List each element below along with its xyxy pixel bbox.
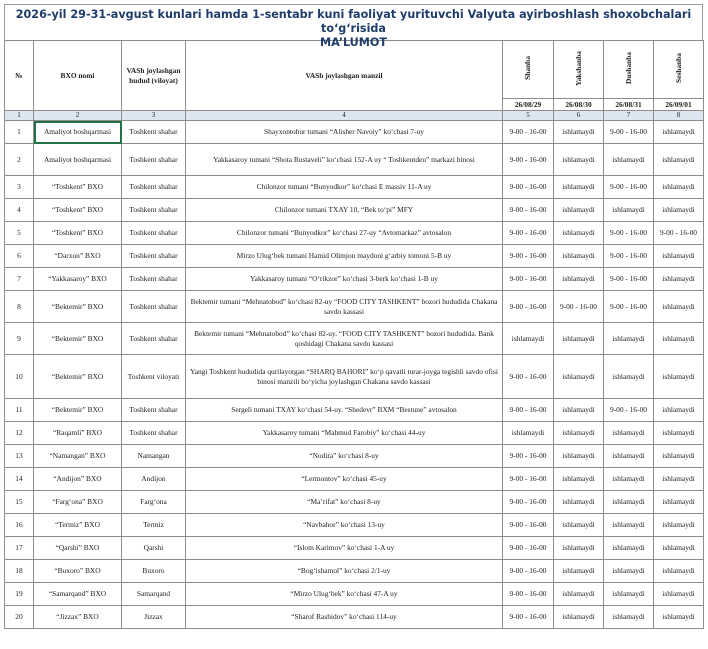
sunday-hours-cell[interactable]: ishlamaydi [554,468,604,491]
table-row [5,422,704,445]
row-number[interactable]: 20 [5,606,34,629]
region-cell[interactable]: Toshkent shahar [122,291,186,323]
address-cell[interactable]: Yangi Toshkent hududida qurilayotgan “SHARQ BAHORI” ko‘p qavatli turar-joyga tegishli savdo ofisi binosi manzili bo‘yicha joylashgan Chakana savdo kassasi [186,355,503,399]
region-cell[interactable]: Toshkent shahar [122,176,186,199]
monday-hours-cell[interactable]: ishlamaydi [604,468,654,491]
table-row [5,144,704,176]
tuesday-hours-cell[interactable]: ishlamaydi [654,422,704,445]
saturday-hours-cell[interactable]: ishlamaydi [503,323,554,355]
saturday-hours-cell[interactable]: 9-00 - 16-00 [503,583,554,606]
sunday-hours-cell[interactable]: ishlamaydi [554,268,604,291]
sunday-hours-cell[interactable]: ishlamaydi [554,199,604,222]
monday-hours-cell[interactable]: ishlamaydi [604,537,654,560]
table-row [5,445,704,468]
saturday-hours-cell[interactable]: 9-00 - 16-00 [503,144,554,176]
monday-hours-cell[interactable]: ishlamaydi [604,445,654,468]
address-cell[interactable]: “Nodira” ko‘chasi 8-uy [186,445,503,468]
sunday-hours-cell[interactable]: ishlamaydi [554,537,604,560]
region-cell[interactable]: Andijon [122,468,186,491]
table-row [5,222,704,245]
spreadsheet-sheet [4,4,703,629]
row-number[interactable]: 7 [5,268,34,291]
table-row [5,514,704,537]
sunday-hours-cell[interactable]: ishlamaydi [554,121,604,144]
monday-hours-cell[interactable]: 9-00 - 16-00 [604,291,654,323]
sunday-hours-cell[interactable]: ishlamaydi [554,514,604,537]
address-cell[interactable]: Bektemir tumani “Mehnatobod” ko‘chasi 82-uy “FOOD CITY TASHKENT” bozori hududida Chakana savdo kassasi [186,291,503,323]
table-row [5,560,704,583]
address-cell[interactable]: Bektemir tumani “Mehnatobod” ko‘chasi 82-uy. “FOOD CITY TASHKENT” bozori hududida. Bank qoshidagi Chakana savdo kassasi [186,323,503,355]
row-number[interactable]: 12 [5,422,34,445]
header-date-1: 26/08/29 [503,99,554,111]
monday-hours-cell[interactable]: 9-00 - 16-00 [604,222,654,245]
table-row [5,468,704,491]
saturday-hours-cell[interactable]: 9-00 - 16-00 [503,537,554,560]
monday-hours-cell[interactable]: 9-00 - 16-00 [604,245,654,268]
tuesday-hours-cell[interactable]: ishlamaydi [654,245,704,268]
column-number: 1 [5,111,34,121]
saturday-hours-cell[interactable]: 9-00 - 16-00 [503,199,554,222]
sunday-hours-cell[interactable]: ishlamaydi [554,445,604,468]
monday-hours-cell[interactable]: ishlamaydi [604,583,654,606]
bxo-name-cell[interactable]: “Darxon” BXO [34,245,122,268]
sunday-hours-cell[interactable]: ishlamaydi [554,491,604,514]
exchange-points-table [4,40,704,629]
bxo-name-cell[interactable]: “Raqamli” BXO [34,422,122,445]
tuesday-hours-cell[interactable]: ishlamaydi [654,268,704,291]
bxo-name-cell[interactable]: “Namangan” BXO [34,445,122,468]
table-row [5,176,704,199]
address-cell[interactable]: “Bog‘ishamol” ko‘chasi 2/1-uy [186,560,503,583]
address-cell[interactable]: Chilonzor tumani “Bunyodkor” ko‘chasi 27-uy “Avtomarkaz” avtosalon [186,222,503,245]
row-number[interactable]: 3 [5,176,34,199]
table-row [5,199,704,222]
tuesday-hours-cell[interactable]: ishlamaydi [654,445,704,468]
region-cell[interactable]: Toshkent shahar [122,323,186,355]
saturday-hours-cell[interactable]: 9-00 - 16-00 [503,268,554,291]
address-cell[interactable]: “Islom Karimov” ko‘chasi 1-A uy [186,537,503,560]
region-cell[interactable]: Qarshi [122,537,186,560]
document-title [4,4,703,49]
monday-hours-cell[interactable]: ishlamaydi [604,606,654,629]
header-day-4: Seshanba [654,41,704,99]
region-cell[interactable]: Toshkent shahar [122,222,186,245]
tuesday-hours-cell[interactable]: ishlamaydi [654,199,704,222]
table-row [5,491,704,514]
monday-hours-cell[interactable]: ishlamaydi [604,323,654,355]
sunday-hours-cell[interactable]: 9-00 - 16-00 [554,291,604,323]
row-number[interactable]: 8 [5,291,34,323]
region-cell[interactable]: Toshkent shahar [122,199,186,222]
tuesday-hours-cell[interactable]: ishlamaydi [654,323,704,355]
region-cell[interactable]: Toshkent shahar [122,245,186,268]
bxo-name-cell[interactable]: “Toshkent” BXO [34,199,122,222]
column-number-row [5,111,704,121]
row-number[interactable]: 2 [5,144,34,176]
row-number[interactable]: 19 [5,583,34,606]
column-number: 6 [554,111,604,121]
monday-hours-cell[interactable]: ishlamaydi [604,491,654,514]
row-number[interactable]: 5 [5,222,34,245]
bxo-name-cell[interactable]: “Toshkent” BXO [34,222,122,245]
monday-hours-cell[interactable]: 9-00 - 16-00 [604,176,654,199]
column-number: 2 [34,111,122,121]
bxo-name-cell[interactable]: “Farg‘ona” BXO [34,491,122,514]
monday-hours-cell[interactable]: 9-00 - 16-00 [604,268,654,291]
region-cell[interactable]: Toshkent shahar [122,268,186,291]
tuesday-hours-cell[interactable]: ishlamaydi [654,606,704,629]
monday-hours-cell[interactable]: ishlamaydi [604,144,654,176]
address-cell[interactable]: Mirzo Ulug‘bek tumani Hamid Olimjon maydoni g‘arbiy tomoni 5-B uy [186,245,503,268]
region-cell[interactable]: Buxoro [122,560,186,583]
sunday-hours-cell[interactable]: ishlamaydi [554,355,604,399]
sunday-hours-cell[interactable]: ishlamaydi [554,323,604,355]
bxo-name-cell[interactable]: “Bektemir” BXO [34,399,122,422]
bxo-name-cell[interactable]: “Jizzax” BXO [34,606,122,629]
saturday-hours-cell[interactable]: 9-00 - 16-00 [503,445,554,468]
region-cell[interactable]: Toshkent shahar [122,121,186,144]
saturday-hours-cell[interactable]: 9-00 - 16-00 [503,560,554,583]
row-number[interactable]: 17 [5,537,34,560]
saturday-hours-cell[interactable]: 9-00 - 16-00 [503,468,554,491]
bxo-name-cell[interactable]: “Qarshi” BXO [34,537,122,560]
region-cell[interactable]: Samarqand [122,583,186,606]
address-cell[interactable]: “Lermontov” ko‘chasi 45-uy [186,468,503,491]
sunday-hours-cell[interactable]: ishlamaydi [554,560,604,583]
address-cell[interactable]: “Navbahor” ko‘chasi 13-uy [186,514,503,537]
region-cell[interactable]: Toshkent shahar [122,422,186,445]
region-cell[interactable]: Farg‘ona [122,491,186,514]
row-number[interactable]: 9 [5,323,34,355]
address-cell[interactable]: Chilonzor tumani TXAY 10, “Bek to‘pi” MFY [186,199,503,222]
region-cell[interactable]: Namangan [122,445,186,468]
address-cell[interactable]: Shayxontohur tumani “Alisher Navoiy” ko‘chasi 7-uy [186,121,503,144]
row-number[interactable]: 18 [5,560,34,583]
column-number: 5 [503,111,554,121]
saturday-hours-cell[interactable]: 9-00 - 16-00 [503,176,554,199]
row-number[interactable]: 1 [5,121,34,144]
saturday-hours-cell[interactable]: 9-00 - 16-00 [503,291,554,323]
saturday-hours-cell[interactable]: 9-00 - 16-00 [503,606,554,629]
saturday-hours-cell[interactable]: 9-00 - 16-00 [503,245,554,268]
sunday-hours-cell[interactable]: ishlamaydi [554,399,604,422]
row-number[interactable]: 14 [5,468,34,491]
tuesday-hours-cell[interactable]: ishlamaydi [654,121,704,144]
monday-hours-cell[interactable]: ishlamaydi [604,199,654,222]
bxo-name-cell[interactable]: “Toshkent” BXO [34,176,122,199]
sunday-hours-cell[interactable]: ishlamaydi [554,245,604,268]
tuesday-hours-cell[interactable]: ishlamaydi [654,514,704,537]
title-line-2: MA’LUMOT [319,36,388,49]
column-number: 8 [654,111,704,121]
monday-hours-cell[interactable]: ishlamaydi [604,560,654,583]
row-number[interactable]: 11 [5,399,34,422]
saturday-hours-cell[interactable]: 9-00 - 16-00 [503,222,554,245]
tuesday-hours-cell[interactable]: ishlamaydi [654,560,704,583]
address-cell[interactable]: Yakkasaroy tumani “Shota Rustaveli” ko‘chasi 152-A uy “ Toshkentdeu” markazi binosi [186,144,503,176]
row-number[interactable]: 10 [5,355,34,399]
table-row [5,245,704,268]
bxo-name-cell[interactable]: “Samarqand” BXO [34,583,122,606]
table-row [5,606,704,629]
column-number: 4 [186,111,503,121]
monday-hours-cell[interactable]: 9-00 - 16-00 [604,399,654,422]
table-row [5,291,704,323]
header-date-4: 26/09/01 [654,99,704,111]
bxo-name-cell[interactable]: Amaliyot boshqarmasi [34,144,122,176]
sunday-hours-cell[interactable]: ishlamaydi [554,583,604,606]
address-cell[interactable]: Yakkasaroy tumani “O‘rikzor” ko‘chasi 3-berk ko‘chasi 1-B uy [186,268,503,291]
address-cell[interactable]: “Mirzo Ulug‘bek” ko‘chasi 47-A uy [186,583,503,606]
sunday-hours-cell[interactable]: ishlamaydi [554,606,604,629]
saturday-hours-cell[interactable]: 9-00 - 16-00 [503,491,554,514]
region-cell[interactable]: Toshkent viloyati [122,355,186,399]
row-number[interactable]: 13 [5,445,34,468]
saturday-hours-cell[interactable]: ishlamaydi [503,422,554,445]
bxo-name-cell[interactable]: “Yakkasaroy” BXO [34,268,122,291]
title-line-1: 2026-yil 29-31-avgust kunlari hamda 1-sentabr kuni faoliyat yurituvchi Valyuta ayirboshlash shoxobchalari to‘g‘risida [15,8,692,35]
region-cell[interactable]: Termiz [122,514,186,537]
table-body [5,121,704,629]
sunday-hours-cell[interactable]: ishlamaydi [554,176,604,199]
column-number: 7 [604,111,654,121]
tuesday-hours-cell[interactable]: ishlamaydi [654,583,704,606]
table-row [5,583,704,606]
header-day-2: Yakshanba [554,41,604,99]
sunday-hours-cell[interactable]: ishlamaydi [554,422,604,445]
monday-hours-cell[interactable]: ishlamaydi [604,514,654,537]
tuesday-hours-cell[interactable]: ishlamaydi [654,468,704,491]
region-cell[interactable]: Toshkent shahar [122,144,186,176]
monday-hours-cell[interactable]: 9-00 - 16-00 [604,121,654,144]
monday-hours-cell[interactable]: ishlamaydi [604,355,654,399]
saturday-hours-cell[interactable]: 9-00 - 16-00 [503,399,554,422]
table-row [5,121,704,144]
row-number[interactable]: 6 [5,245,34,268]
bxo-name-cell[interactable]: Amaliyot boshqarmasi [34,121,122,144]
address-cell[interactable]: “Sharof Rashidov” ko‘chasi 114-uy [186,606,503,629]
column-number: 3 [122,111,186,121]
address-cell[interactable]: Sergeli tumani TXAY ko‘chasi 54-uy. “Shedevr” BXM “Bestune” avtosalon [186,399,503,422]
tuesday-hours-cell[interactable]: ishlamaydi [654,144,704,176]
table-row [5,537,704,560]
tuesday-hours-cell[interactable]: ishlamaydi [654,537,704,560]
row-number[interactable]: 4 [5,199,34,222]
header-day-3: Dushanba [604,41,654,99]
table-row [5,355,704,399]
bxo-name-cell[interactable]: “Bektemir” BXO [34,355,122,399]
header-address: VASh joylashgan manzil [186,41,503,111]
tuesday-hours-cell[interactable]: ishlamaydi [654,355,704,399]
header-number: № [5,41,34,111]
header-bxo-name: BXO nomi [34,41,122,111]
row-number[interactable]: 16 [5,514,34,537]
monday-hours-cell[interactable]: ishlamaydi [604,422,654,445]
bxo-name-cell[interactable]: “Andijon” BXO [34,468,122,491]
bxo-name-cell[interactable]: “Buxoro” BXO [34,560,122,583]
saturday-hours-cell[interactable]: 9-00 - 16-00 [503,514,554,537]
tuesday-hours-cell[interactable]: ishlamaydi [654,399,704,422]
bxo-name-cell[interactable]: “Bektemir” BXO [34,323,122,355]
sunday-hours-cell[interactable]: ishlamaydi [554,144,604,176]
table-row [5,399,704,422]
sunday-hours-cell[interactable]: ishlamaydi [554,222,604,245]
table-row [5,268,704,291]
header-date-3: 26/08/31 [604,99,654,111]
tuesday-hours-cell[interactable]: ishlamaydi [654,291,704,323]
row-number[interactable]: 15 [5,491,34,514]
tuesday-hours-cell[interactable]: ishlamaydi [654,491,704,514]
header-region: VASh joylashgan hudud (viloyat) [122,41,186,111]
address-cell[interactable]: “Ma’rifat” ko‘chasi 8-uy [186,491,503,514]
header-day-1: Shanba [503,41,554,99]
table-row [5,323,704,355]
region-cell[interactable]: Toshkent shahar [122,399,186,422]
saturday-hours-cell[interactable]: 9-00 - 16-00 [503,355,554,399]
address-cell[interactable]: Yakkasaroy tumani “Mahmud Farobiy” ko‘chasi 44-uy [186,422,503,445]
region-cell[interactable]: Jizzax [122,606,186,629]
header-date-2: 26/08/30 [554,99,604,111]
tuesday-hours-cell[interactable]: ishlamaydi [654,176,704,199]
saturday-hours-cell[interactable]: 9-00 - 16-00 [503,121,554,144]
address-cell[interactable]: Chilonzor tumani “Bunyodkor” ko‘chasi E massiv 11-A uy [186,176,503,199]
tuesday-hours-cell[interactable]: 9-00 - 16-00 [654,222,704,245]
bxo-name-cell[interactable]: “Bektemir” BXO [34,291,122,323]
bxo-name-cell[interactable]: “Termiz” BXO [34,514,122,537]
